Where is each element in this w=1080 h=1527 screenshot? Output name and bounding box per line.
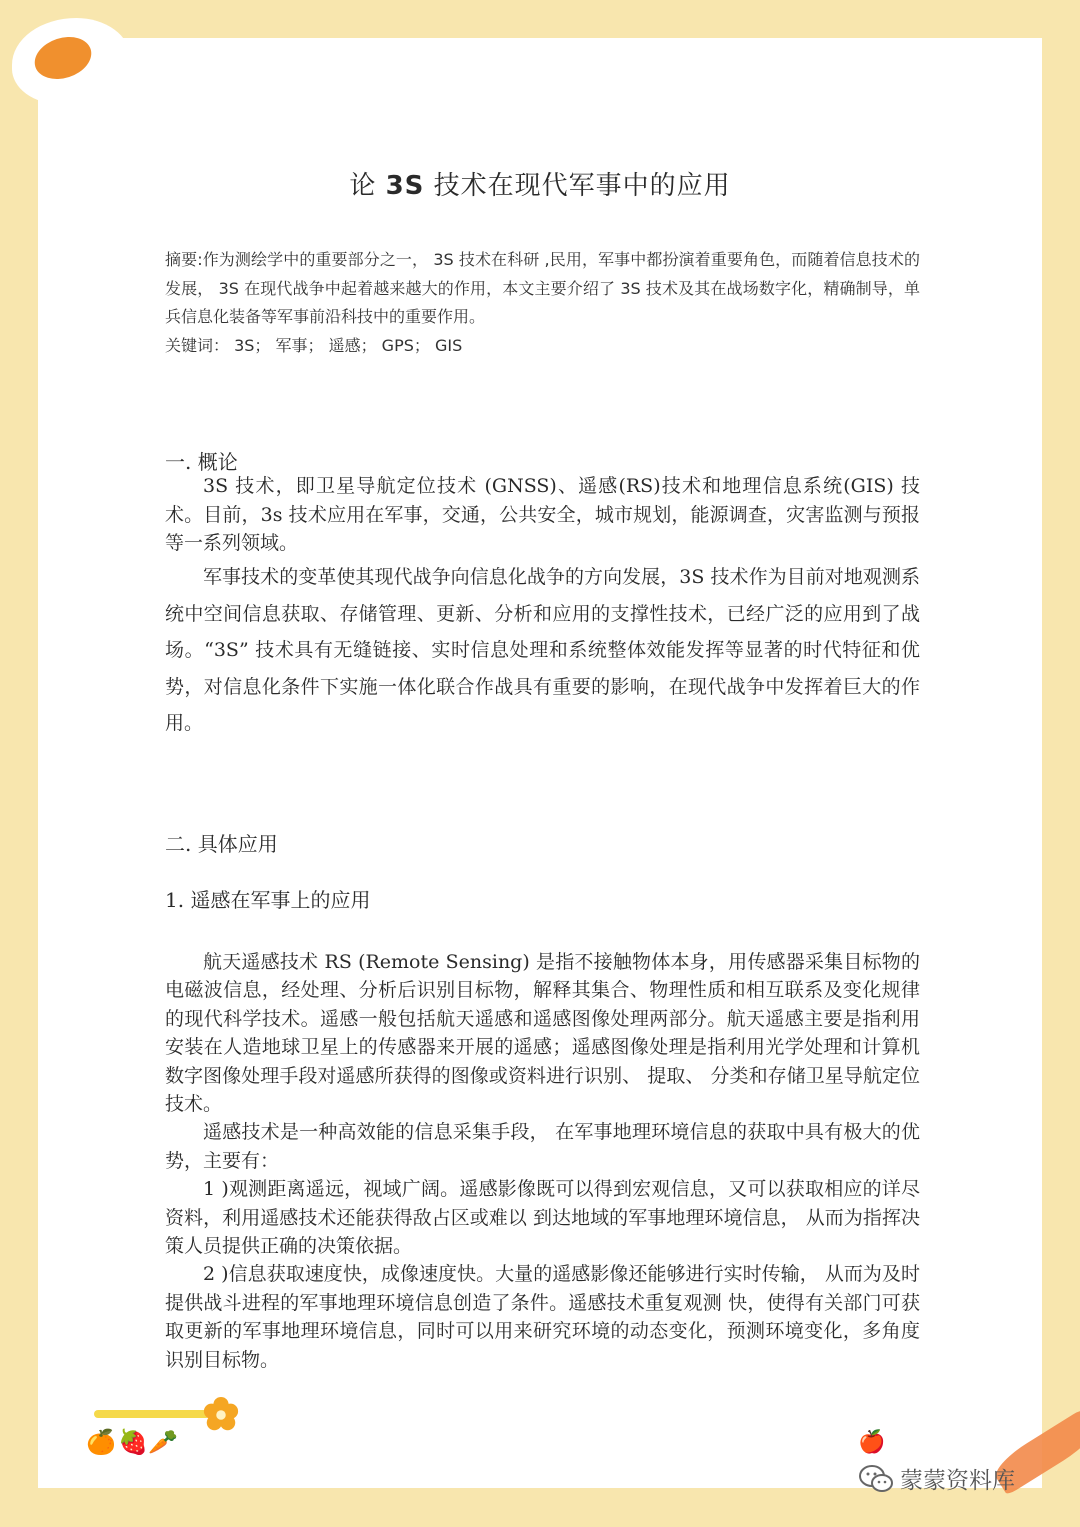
- keywords-line: 关键词： 3S； 军事； 遥感； GPS； GIS: [165, 335, 463, 355]
- section2-paragraph: 航天遥感技术 RS (Remote Sensing) 是指不接触物体本身，用传感器采集目标物的电磁波信息，经处理、分析后识别目标物，解释其集合、物理性质和相互联系及变化规律的现代科学技术。遥感一般包括航天遥感和遥感图像处理两部分。航天遥感主要是指利用安装在人造地球卫星上的传感器来开展的遥感；遥感图像处理是指利用光学处理和计算机数字图像处理手段对遥感所获得的图像或资料进行识别、 提取、 分类和存储卫星导航定位技术。: [165, 951, 920, 1116]
- section2-paragraph: 2 )信息获取速度快，成像速度快。大量的遥感影像还能够进行实时传输， 从而为及时提供战斗进程的军事地理环境信息创造了条件。遥感技术重复观测 快，使得有关部门可获取更新的军事地理环境信息，同时可以用来研究环境的动态变化，预测环境变化，多角度识别目标物。: [165, 1263, 920, 1371]
- watermark: [858, 1462, 1015, 1495]
- orange-icon: 🍊: [86, 1428, 116, 1456]
- strawberry-icon: 🍓: [118, 1428, 148, 1456]
- yellow-bar-decoration: [94, 1410, 210, 1418]
- apple-icon: 🍎: [858, 1430, 886, 1455]
- section1-paragraph: 军事技术的变革使其现代战争向信息化战争的方向发展，3S 技术作为目前对地观测系统中空间信息获取、存储管理、更新、分析和应用的支撑性技术，已经广泛的应用到了战场。“3S” 技术具有无缝链接、实时信息处理和系统整体效能发挥等显著的时代特征和优势，对信息化条件下实施一体化联合作战具有重要的影响，在现代战争中发挥着巨大的作用。: [165, 566, 920, 734]
- watermark-text: 蒙蒙资料库: [900, 1468, 1015, 1494]
- section2-body: [165, 948, 920, 1374]
- flower-icon: [202, 1396, 240, 1434]
- document-title: 论 3S 技术在现代军事中的应用: [349, 171, 731, 201]
- section2-heading: 二. 具体应用: [165, 832, 278, 856]
- section1-para1-block: [165, 472, 920, 558]
- section1-para2-block: [165, 559, 920, 742]
- abstract-block: [165, 246, 920, 360]
- section2-paragraph: 1 )观测距离遥远，视域广阔。遥感影像既可以得到宏观信息，又可以获取相应的详尽资料，利用遥感技术还能获得敌占区或难以 到达地域的军事地理环境信息， 从而为指挥决策人员提供正确的决策依据。: [165, 1178, 920, 1258]
- section1-paragraph: 3S 技术，即卫星导航定位技术 (GNSS)、遥感(RS)技术和地理信息系统(GIS) 技术。目前，3s 技术应用在军事，交通，公共安全，城市规划，能源调查，灾害监测与预报等一系列领域。: [165, 475, 920, 554]
- wechat-icon: [858, 1464, 894, 1494]
- abstract-summary: 摘要:作为测绘学中的重要部分之一， 3S 技术在科研 ,民用，军事中都扮演着重要角色，而随着信息技术的发展， 3S 在现代战争中起着越来越大的作用，本文主要介绍了 3S 技术及其在战场数字化，精确制导，单兵信息化装备等军事前沿科技中的重要作用。: [165, 250, 920, 326]
- section1-heading: 一. 概论: [165, 450, 238, 474]
- section2-paragraph: 遥感技术是一种高效能的信息采集手段， 在军事地理环境信息的获取中具有极大的优势，主要有：: [165, 1121, 920, 1172]
- carrot-icon: 🥕: [148, 1428, 178, 1456]
- section2-subheading: 1. 遥感在军事上的应用: [165, 888, 371, 912]
